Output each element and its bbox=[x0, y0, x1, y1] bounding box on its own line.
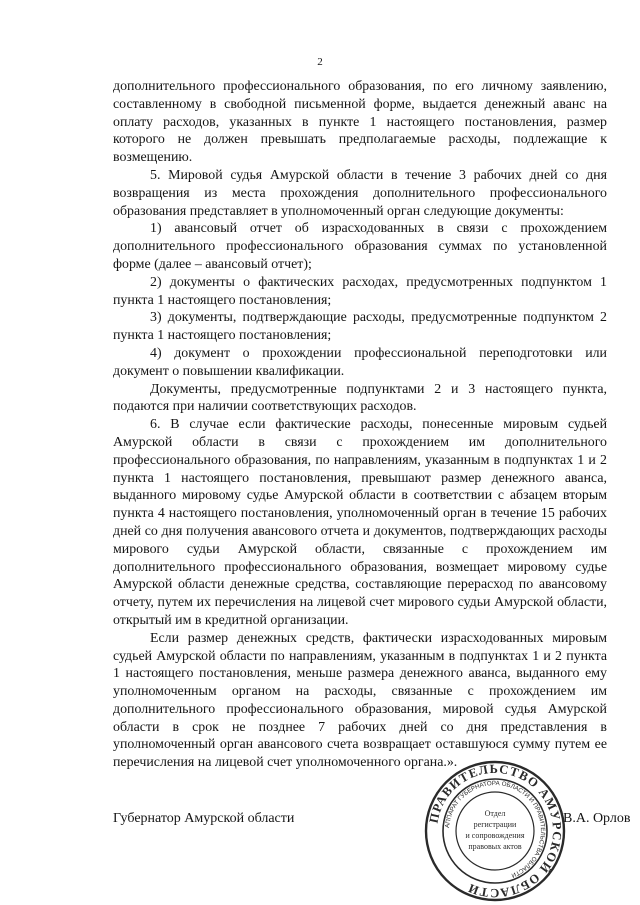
signature-title: Губернатор Амурской области bbox=[113, 811, 295, 826]
official-seal bbox=[424, 760, 566, 902]
seal-outer-text: ПРАВИТЕЛЬСТВО АМУРСКОЙ ОБЛАСТИ bbox=[426, 761, 565, 901]
paragraph: Если размер денежных средств, фактически израсходованных мировым судьей Амурской области по направлениям, указанным в подпунктах 1 и 2 пункта 1 настоящего постановления, меньше размера денежного аванса, выданного ему уполномоченным органом на расходы, связанные с прохождением им дополнительного профессионального образования, мировой судья Амурской области в срок не позднее 7 рабочих дней со дня представления в уполномоченный орган авансового счета возвращает оставшуюся сумму путем ее перечисления на лицевой счет уполномоченного органа.». bbox=[113, 630, 607, 771]
document-body bbox=[113, 78, 607, 772]
paragraph: 1) авансовый отчет об израсходованных в связи с прохождением дополнительного профессионального образования суммах по установленной форме (далее – авансовый отчет); bbox=[113, 221, 607, 272]
paragraph: 2) документы о фактических расходах, предусмотренных подпунктом 1 пункта 1 настоящего постановления; bbox=[113, 274, 607, 308]
paragraph: Документы, предусмотренные подпунктами 2 и 3 настоящего пункта, подаются при наличии соответствующих расходов. bbox=[113, 381, 607, 415]
seal-center-line: Отдел bbox=[484, 809, 506, 818]
seal-center-line: правовых актов bbox=[468, 842, 522, 851]
seal-center-line: и сопровождения bbox=[465, 831, 525, 840]
paragraph: дополнительного профессионального образования, по его личному заявлению, составленному в свободной письменной форме, выдается денежный аванс на оплату расходов, указанных в пункте 1 настоящего постановления, размер которого не должен превышать предполагаемые расходы, подлежащие к возмещению. bbox=[113, 79, 607, 166]
paragraph: 5. Мировой судья Амурской области в течение 3 рабочих дней со дня возвращения из места прохождения дополнительного профессионального образования представляет в уполномоченный орган следующие документы: bbox=[113, 167, 607, 219]
seal-center-line: регистрации bbox=[473, 820, 517, 829]
paragraph: 3) документы, подтверждающие расходы, предусмотренные подпунктом 2 пункта 1 настоящего постановления; bbox=[113, 310, 607, 344]
paragraph: 4) документ о прохождении профессиональной переподготовки или документ о повышении квалификации. bbox=[113, 345, 607, 379]
paragraph: 6. В случае если фактические расходы, понесенные мировым судьей Амурской области в связи с прохождением им дополнительного профессионального образования, по направлениям, указанным в подпунктах 1 и 2 пункта 1 настоящего постановления, превышают размер денежного аванса, выданного мировому судье Амурской области в соответствии с абзацем вторым пункта 4 настоящего постановления, уполномоченный орган в течение 15 рабочих дней со дня получения авансового отчета и документов, подтверждающих расходы мирового судьи Амурской области, связанные с прохождением им дополнительного профессионального образования, возмещает мировому судье Амурской области денежные средства, составляющие перерасход по авансовому отчету, путем их перечисления на лицевой счет мирового судьи Амурской области, открытый им в кредитной организации. bbox=[113, 417, 607, 628]
page-number: 2 bbox=[317, 56, 323, 68]
seal-inner-text: АППАРАТ ГУБЕРНАТОРА ОБЛАСТИ И ПРАВИТЕЛЬСТВА ОБЛАСТИ bbox=[444, 779, 547, 879]
signature-name: В.А. Орлов bbox=[563, 811, 631, 826]
